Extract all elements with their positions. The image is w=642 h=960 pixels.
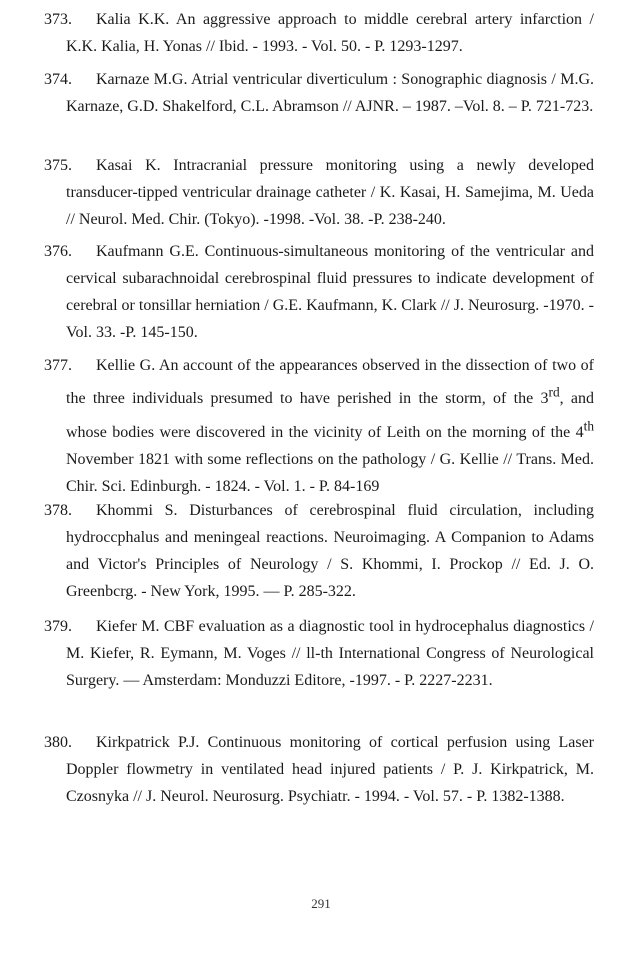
reference-number: 378. [44,502,72,519]
reference-373 [44,6,594,60]
reference-text: Khommi S. Disturbances of cerebrospinal fluid circulation, including hydroccphalus and meningeal reactions. Neuroimaging. A Companion to Adams and Victor's Principles of Neurology / S. Khommi, I. Prockop // Ed. J. O. Greenbcrg. - New York, 1995. — P. 285-322. [66,502,594,600]
reference-380 [44,729,594,810]
reference-378 [44,497,594,605]
reference-text: Kirkpatrick P.J. Continuous monitoring of cortical perfusion using Laser Doppler flowmetry in ventilated head injured patients / P. J. Kirkpatrick, M. Czosnyka // J. Neurol. Neurosurg. Psychiatr. - 1994. - Vol. 57. - P. 1382-1388. [66,734,594,805]
superscript-th: th [583,418,594,434]
reference-number: 375. [44,157,72,174]
reference-376 [44,238,594,346]
reference-text: Kaufmann G.E. Continuous-simultaneous monitoring of the ventricular and cervical subarachnoidal cerebrospinal fluid pressures to indicate development of cerebral or tonsillar herniation / G.E. Kaufmann, K. Clark // J. Neurosurg. -1970. -Vol. 33. -P. 145-150. [66,243,594,341]
reference-text: Kellie G. An account of the appearances observed in the dissection of two of the three individuals presumed to have perished in the storm, of the 3rd, and whose bodies were discovered in the vicinity of Leith on the morning of the 4th November 1821 with some reflections on the pathology / G. Kellie // Trans. Med. Chir. Sci. Edinburgh. - 1824. - Vol. 1. - P. 84-169 [66,357,595,495]
reference-text: Kasai K. Intracranial pressure monitoring using a newly developed transducer-tipped ventricular drainage catheter / K. Kasai, H. Samejima, M. Ueda // Neurol. Med. Chir. (Tokyo). -1998. -Vol. 38. -P. 238-240. [66,157,594,228]
reference-374 [44,66,594,120]
reference-number: 380. [44,734,72,751]
reference-number: 379. [44,618,72,635]
reference-text: Karnaze M.G. Atrial ventricular diverticulum : Sonographic diagnosis / M.G. Karnaze, G.D. Shakelford, C.L. Abramson // AJNR. – 1987. –Vol. 8. – P. 721-723. [66,71,594,115]
reference-377 [44,352,595,500]
superscript-rd: rd [548,385,560,400]
reference-number: 377. [44,357,72,374]
reference-number: 376. [44,243,72,260]
reference-375 [44,152,594,233]
reference-number: 373. [44,11,72,28]
page-number: 291 [311,896,331,911]
reference-number: 374. [44,71,72,88]
reference-text: Kalia K.K. An aggressive approach to middle cerebral artery infarction / K.K. Kalia, H. Yonas // Ibid. - 1993. - Vol. 50. - P. 1293-1297. [66,11,594,55]
reference-379 [44,613,594,694]
reference-text: Kiefer M. CBF evaluation as a diagnostic tool in hydrocephalus diagnostics / M. Kiefer, R. Eymann, M. Voges // ll-th International Congress of Neurological Surgery. — Amsterdam: Monduzzi Editore, -1997. - P. 2227-2231. [66,618,594,689]
